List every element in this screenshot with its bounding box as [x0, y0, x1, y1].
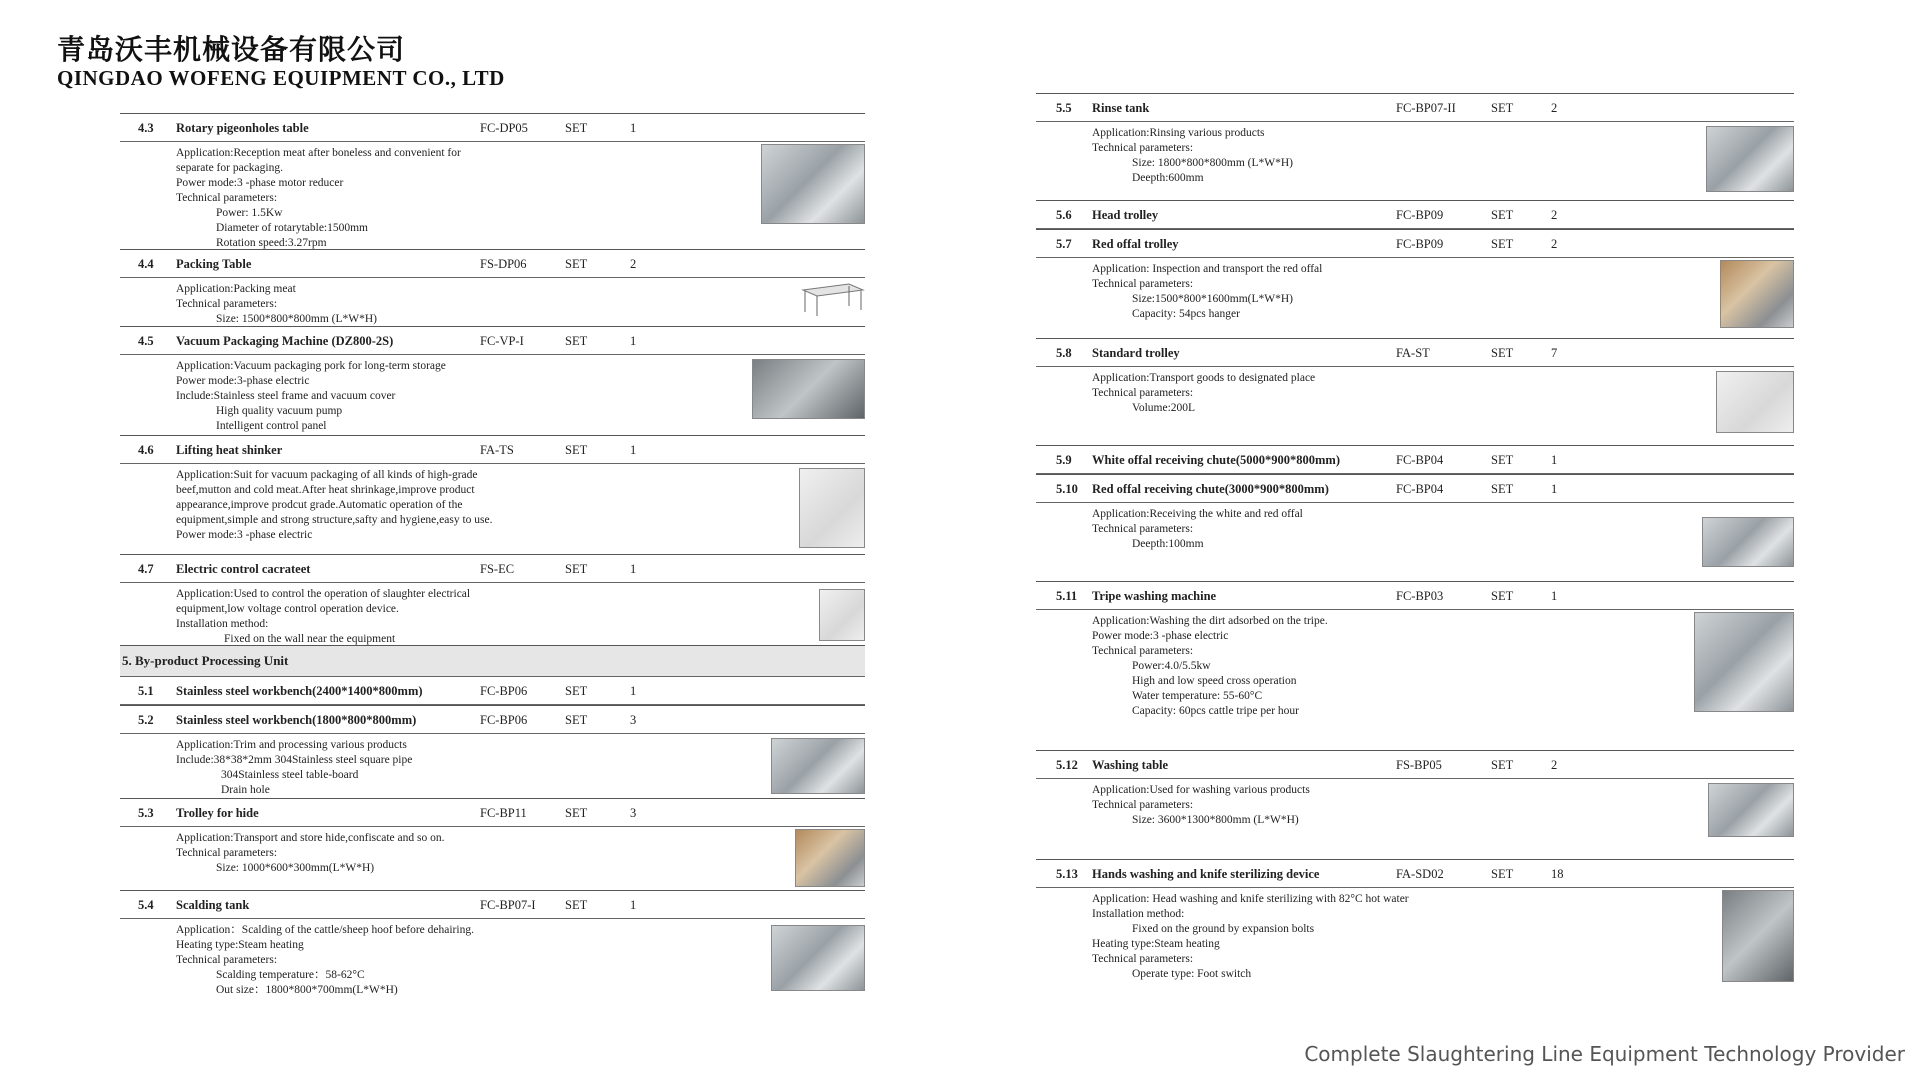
- equipment-item: [120, 327, 865, 436]
- item-model: FC-BP09: [1396, 208, 1444, 222]
- item-model: FC-VP-I: [480, 334, 524, 348]
- description-line: Drain hole: [221, 784, 270, 796]
- item-quantity: 1: [630, 684, 637, 698]
- right-equipment-list: [1036, 93, 1794, 992]
- item-name: Red offal receiving chute(3000*900*800mm): [1092, 482, 1329, 496]
- item-quantity: 1: [630, 898, 637, 912]
- item-number: 5.4: [138, 898, 154, 912]
- description-line: Size: 1800*800*800mm (L*W*H): [1132, 157, 1293, 169]
- section-title: 5. By-product Processing Unit: [120, 646, 865, 677]
- item-header: [1036, 201, 1794, 229]
- description-line: equipment,simple and strong structure,safty and hygiene,easy to use.: [176, 514, 493, 526]
- item-quantity: 1: [630, 562, 637, 576]
- footer-tagline: Complete Slaughtering Line Equipment Technology Provider: [1304, 1042, 1905, 1066]
- equipment-item: [120, 891, 865, 1003]
- item-model: FA-ST: [1396, 346, 1430, 360]
- equipment-item: [1036, 582, 1794, 751]
- item-quantity: 2: [1551, 758, 1558, 772]
- item-model: FC-BP04: [1396, 453, 1444, 467]
- item-unit: SET: [565, 713, 588, 727]
- item-model: FS-BP05: [1396, 758, 1442, 772]
- item-model: FA-SD02: [1396, 867, 1444, 881]
- item-name: Electric control cacrateet: [176, 562, 311, 576]
- description-line: Technical parameters:: [1092, 387, 1194, 399]
- item-number: 5.12: [1056, 758, 1078, 772]
- description-line: Application:Rinsing various products: [1092, 127, 1265, 139]
- item-name: Packing Table: [176, 257, 252, 271]
- equipment-item: [120, 555, 865, 646]
- description-line: Size: 1000*600*300mm(L*W*H): [216, 862, 375, 874]
- description-line: Diameter of rotarytable:1500mm: [216, 222, 369, 234]
- description-line: Power mode:3 -phase motor reducer: [176, 177, 344, 189]
- description-line: Application:Reception meat after boneless and convenient for: [176, 147, 461, 159]
- item-header: [120, 114, 865, 142]
- description-line: Installation method:: [1092, 908, 1185, 920]
- item-number: 4.7: [138, 562, 154, 576]
- item-number: 5.1: [138, 684, 154, 698]
- description-line: 304Stainless steel table-board: [221, 769, 359, 781]
- description-line: Water temperature: 55-60°C: [1132, 690, 1263, 702]
- item-model: FC-BP04: [1396, 482, 1444, 496]
- item-unit: SET: [565, 257, 588, 271]
- description-line: appearance,improve prodcut grade.Automatic operation of the: [176, 499, 463, 511]
- item-description: [120, 142, 865, 249]
- equipment-item: [1036, 475, 1794, 582]
- description-line: beef,mutton and cold meat.After heat shrinkage,improve product: [176, 484, 475, 496]
- item-quantity: 18: [1551, 867, 1564, 881]
- item-unit: SET: [1491, 589, 1514, 603]
- item-header: [1036, 230, 1794, 258]
- item-header: [120, 436, 865, 464]
- item-unit: SET: [565, 806, 588, 820]
- description-line: Technical parameters:: [176, 847, 278, 859]
- item-number: 4.3: [138, 121, 154, 135]
- item-name: Stainless steel workbench(1800*800*800mm): [176, 713, 417, 727]
- item-unit: SET: [1491, 482, 1514, 496]
- heat-shrinker-photo: [799, 468, 865, 548]
- company-name-cn: 青岛沃丰机械设备有限公司: [57, 33, 406, 66]
- item-quantity: 1: [630, 334, 637, 348]
- item-number: 5.6: [1056, 208, 1072, 222]
- item-number: 4.6: [138, 443, 154, 457]
- description-line: Deepth:100mm: [1132, 538, 1204, 550]
- rinse-tank-photo: [1706, 126, 1794, 192]
- item-number: 5.8: [1056, 346, 1072, 360]
- item-description: [120, 583, 865, 645]
- item-model: FA-TS: [480, 443, 514, 457]
- item-number: 5.2: [138, 713, 154, 727]
- item-unit: SET: [1491, 453, 1514, 467]
- equipment-item: [120, 436, 865, 555]
- item-model: FC-BP07-II: [1396, 101, 1456, 115]
- description-line: Technical parameters:: [176, 298, 278, 310]
- item-name: Tripe washing machine: [1092, 589, 1217, 603]
- item-unit: SET: [565, 443, 588, 457]
- item-description: [120, 827, 865, 890]
- equipment-item: [1036, 230, 1794, 339]
- description-line: Application:Vacuum packaging pork for long-term storage: [176, 360, 446, 372]
- item-description: [1036, 888, 1794, 992]
- item-name: Standard trolley: [1092, 346, 1180, 360]
- item-unit: SET: [1491, 867, 1514, 881]
- item-name: Stainless steel workbench(2400*1400*800mm): [176, 684, 423, 698]
- item-description: [1036, 367, 1794, 445]
- item-unit: SET: [1491, 237, 1514, 251]
- equipment-item: [1036, 860, 1794, 992]
- item-description: [1036, 258, 1794, 338]
- description-line: High and low speed cross operation: [1132, 675, 1297, 687]
- red-offal-trolley-photo: [1720, 260, 1794, 328]
- item-quantity: 3: [630, 806, 637, 820]
- description-line: Volume:200L: [1132, 402, 1196, 414]
- item-model: FS-DP06: [480, 257, 527, 271]
- item-name: Rinse tank: [1092, 101, 1150, 115]
- description-line: Power:4.0/5.5kw: [1132, 660, 1211, 672]
- equipment-item: [120, 706, 865, 799]
- item-unit: SET: [565, 562, 588, 576]
- item-header: [1036, 751, 1794, 779]
- item-unit: SET: [1491, 101, 1514, 115]
- item-unit: SET: [1491, 758, 1514, 772]
- tripe-washer-photo: [1694, 612, 1794, 712]
- item-description: [120, 278, 865, 326]
- item-quantity: 2: [630, 257, 637, 271]
- description-line: Application:Washing the dirt adsorbed on the tripe.: [1092, 615, 1328, 627]
- item-description: [120, 355, 865, 435]
- equipment-item: [120, 799, 865, 891]
- equipment-item: [1036, 751, 1794, 860]
- scalding-tank-photo: [771, 925, 865, 991]
- item-description: [1036, 503, 1794, 581]
- offal-chute-photo: [1702, 517, 1794, 567]
- item-number: 5.13: [1056, 867, 1078, 881]
- item-number: 4.4: [138, 257, 154, 271]
- description-line: Application:Packing meat: [176, 283, 296, 295]
- item-quantity: 1: [1551, 482, 1558, 496]
- item-number: 5.11: [1056, 589, 1078, 603]
- item-name: White offal receiving chute(5000*900*800mm): [1092, 453, 1340, 467]
- description-line: equipment,low voltage control operation device.: [176, 603, 399, 615]
- description-line: Technical parameters:: [1092, 142, 1194, 154]
- equipment-item: [120, 250, 865, 327]
- description-line: Application:Transport goods to designated place: [1092, 372, 1316, 384]
- item-quantity: 2: [1551, 101, 1558, 115]
- equipment-item: [1036, 339, 1794, 446]
- item-quantity: 1: [630, 443, 637, 457]
- description-line: Out size：1800*800*700mm(L*W*H): [216, 984, 398, 996]
- description-line: Size: 1500*800*800mm (L*W*H): [216, 313, 377, 325]
- item-name: Lifting heat shinker: [176, 443, 283, 457]
- item-unit: SET: [565, 684, 588, 698]
- description-line: Size: 3600*1300*800mm (L*W*H): [1132, 814, 1299, 826]
- description-line: Include:38*38*2mm 304Stainless steel square pipe: [176, 754, 413, 766]
- item-number: 5.10: [1056, 482, 1078, 496]
- item-header: [1036, 446, 1794, 474]
- item-unit: SET: [565, 898, 588, 912]
- description-line: Application：Scalding of the cattle/sheep hoof before dehairing.: [176, 924, 474, 936]
- description-line: Fixed on the ground by expansion bolts: [1132, 923, 1315, 935]
- item-description: [1036, 779, 1794, 859]
- item-name: Scalding tank: [176, 898, 250, 912]
- item-quantity: 7: [1551, 346, 1558, 360]
- description-line: Capacity: 60pcs cattle tripe per hour: [1132, 705, 1300, 717]
- description-line: Application:Receiving the white and red offal: [1092, 508, 1303, 520]
- description-line: Fixed on the wall near the equipment: [224, 633, 396, 645]
- standard-trolley-photo: [1716, 371, 1794, 433]
- item-number: 4.5: [138, 334, 154, 348]
- item-unit: SET: [1491, 208, 1514, 222]
- description-line: Capacity: 54pcs hanger: [1132, 308, 1240, 320]
- description-line: Operate type: Foot switch: [1132, 968, 1252, 980]
- item-header: [1036, 860, 1794, 888]
- equipment-item: [1036, 94, 1794, 201]
- description-line: Application:Used for washing various products: [1092, 784, 1310, 796]
- item-number: 5.9: [1056, 453, 1072, 467]
- description-line: Technical parameters:: [1092, 278, 1194, 290]
- item-name: Rotary pigeonholes table: [176, 121, 309, 135]
- item-name: Red offal trolley: [1092, 237, 1179, 251]
- item-quantity: 2: [1551, 208, 1558, 222]
- description-line: Size:1500*800*1600mm(L*W*H): [1132, 293, 1293, 305]
- description-line: Power mode:3 -phase electric: [1092, 630, 1229, 642]
- item-header: [1036, 582, 1794, 610]
- item-name: Vacuum Packaging Machine (DZ800-2S): [176, 334, 394, 348]
- description-line: Heating type:Steam heating: [176, 939, 304, 951]
- item-header: [120, 327, 865, 355]
- item-number: 5.5: [1056, 101, 1072, 115]
- item-description: [120, 919, 865, 1003]
- description-line: Power mode:3-phase electric: [176, 375, 310, 387]
- description-line: Technical parameters:: [1092, 645, 1194, 657]
- equipment-item: [120, 677, 865, 706]
- item-header: [1036, 339, 1794, 367]
- description-line: Application:Transport and store hide,confiscate and so on.: [176, 832, 445, 844]
- item-quantity: 1: [630, 121, 637, 135]
- item-quantity: 1: [1551, 589, 1558, 603]
- description-line: Intelligent control panel: [216, 420, 327, 432]
- description-line: Scalding temperature：58-62°C: [216, 969, 365, 981]
- item-description: [1036, 610, 1794, 750]
- description-line: Heating type:Steam heating: [1092, 938, 1220, 950]
- item-model: FC-BP03: [1396, 589, 1444, 603]
- description-line: Technical parameters:: [1092, 799, 1194, 811]
- item-number: 5.7: [1056, 237, 1072, 251]
- left-equipment-list: [120, 113, 865, 1003]
- description-line: Application: Head washing and knife sterilizing with 82°C hot water: [1092, 893, 1409, 905]
- packing-table-photo: [799, 280, 865, 318]
- item-model: FC-BP07-I: [480, 898, 536, 912]
- item-header: [120, 555, 865, 583]
- rotary-table-photo: [761, 144, 865, 224]
- item-model: FC-BP11: [480, 806, 527, 820]
- description-line: Technical parameters:: [1092, 953, 1194, 965]
- item-model: FC-BP06: [480, 713, 528, 727]
- item-description: [120, 464, 865, 554]
- item-model: FC-BP06: [480, 684, 528, 698]
- item-header: [1036, 94, 1794, 122]
- item-name: Trolley for hide: [176, 806, 259, 820]
- knife-sterilizer-photo: [1722, 890, 1794, 982]
- description-line: Include:Stainless steel frame and vacuum cover: [176, 390, 396, 402]
- description-line: separate for packaging.: [176, 162, 283, 174]
- description-line: High quality vacuum pump: [216, 405, 343, 417]
- description-line: Technical parameters:: [1092, 523, 1194, 535]
- description-line: Deepth:600mm: [1132, 172, 1204, 184]
- description-line: Technical parameters:: [176, 192, 278, 204]
- item-header: [120, 250, 865, 278]
- hide-trolley-photo: [795, 829, 865, 887]
- item-description: [1036, 122, 1794, 200]
- item-header: [120, 799, 865, 827]
- item-name: Washing table: [1092, 758, 1169, 772]
- item-unit: SET: [1491, 346, 1514, 360]
- item-quantity: 2: [1551, 237, 1558, 251]
- vacuum-machine-photo: [752, 359, 865, 419]
- description-line: Application: Inspection and transport the red offal: [1092, 263, 1323, 275]
- equipment-item: [120, 114, 865, 250]
- item-model: FS-EC: [480, 562, 515, 576]
- description-line: Application:Used to control the operation of slaughter electrical: [176, 588, 471, 600]
- description-line: Rotation speed:3.27rpm: [216, 237, 327, 249]
- item-unit: SET: [565, 334, 588, 348]
- control-cabinet-photo: [819, 589, 865, 641]
- item-quantity: 1: [1551, 453, 1558, 467]
- item-header: [1036, 475, 1794, 503]
- description-line: Application:Trim and processing various products: [176, 739, 407, 751]
- item-header: [120, 677, 865, 705]
- item-name: Head trolley: [1092, 208, 1159, 222]
- description-line: Power mode:3 -phase electric: [176, 529, 313, 541]
- company-name-en: QINGDAO WOFENG EQUIPMENT CO., LTD: [57, 66, 505, 90]
- item-unit: SET: [565, 121, 588, 135]
- description-line: Technical parameters:: [176, 954, 278, 966]
- equipment-item: [1036, 201, 1794, 230]
- item-description: [120, 734, 865, 798]
- item-header: [120, 706, 865, 734]
- description-line: Installation method:: [176, 618, 269, 630]
- item-number: 5.3: [138, 806, 154, 820]
- workbench-photo: [771, 738, 865, 794]
- item-quantity: 3: [630, 713, 637, 727]
- equipment-item: [1036, 446, 1794, 475]
- item-name: Hands washing and knife sterilizing device: [1092, 867, 1320, 881]
- item-model: FC-BP09: [1396, 237, 1444, 251]
- description-line: Application:Suit for vacuum packaging of all kinds of high-grade: [176, 469, 478, 481]
- washing-table-photo: [1708, 783, 1794, 837]
- description-line: Power: 1.5Kw: [216, 207, 283, 219]
- item-model: FC-DP05: [480, 121, 528, 135]
- item-header: [120, 891, 865, 919]
